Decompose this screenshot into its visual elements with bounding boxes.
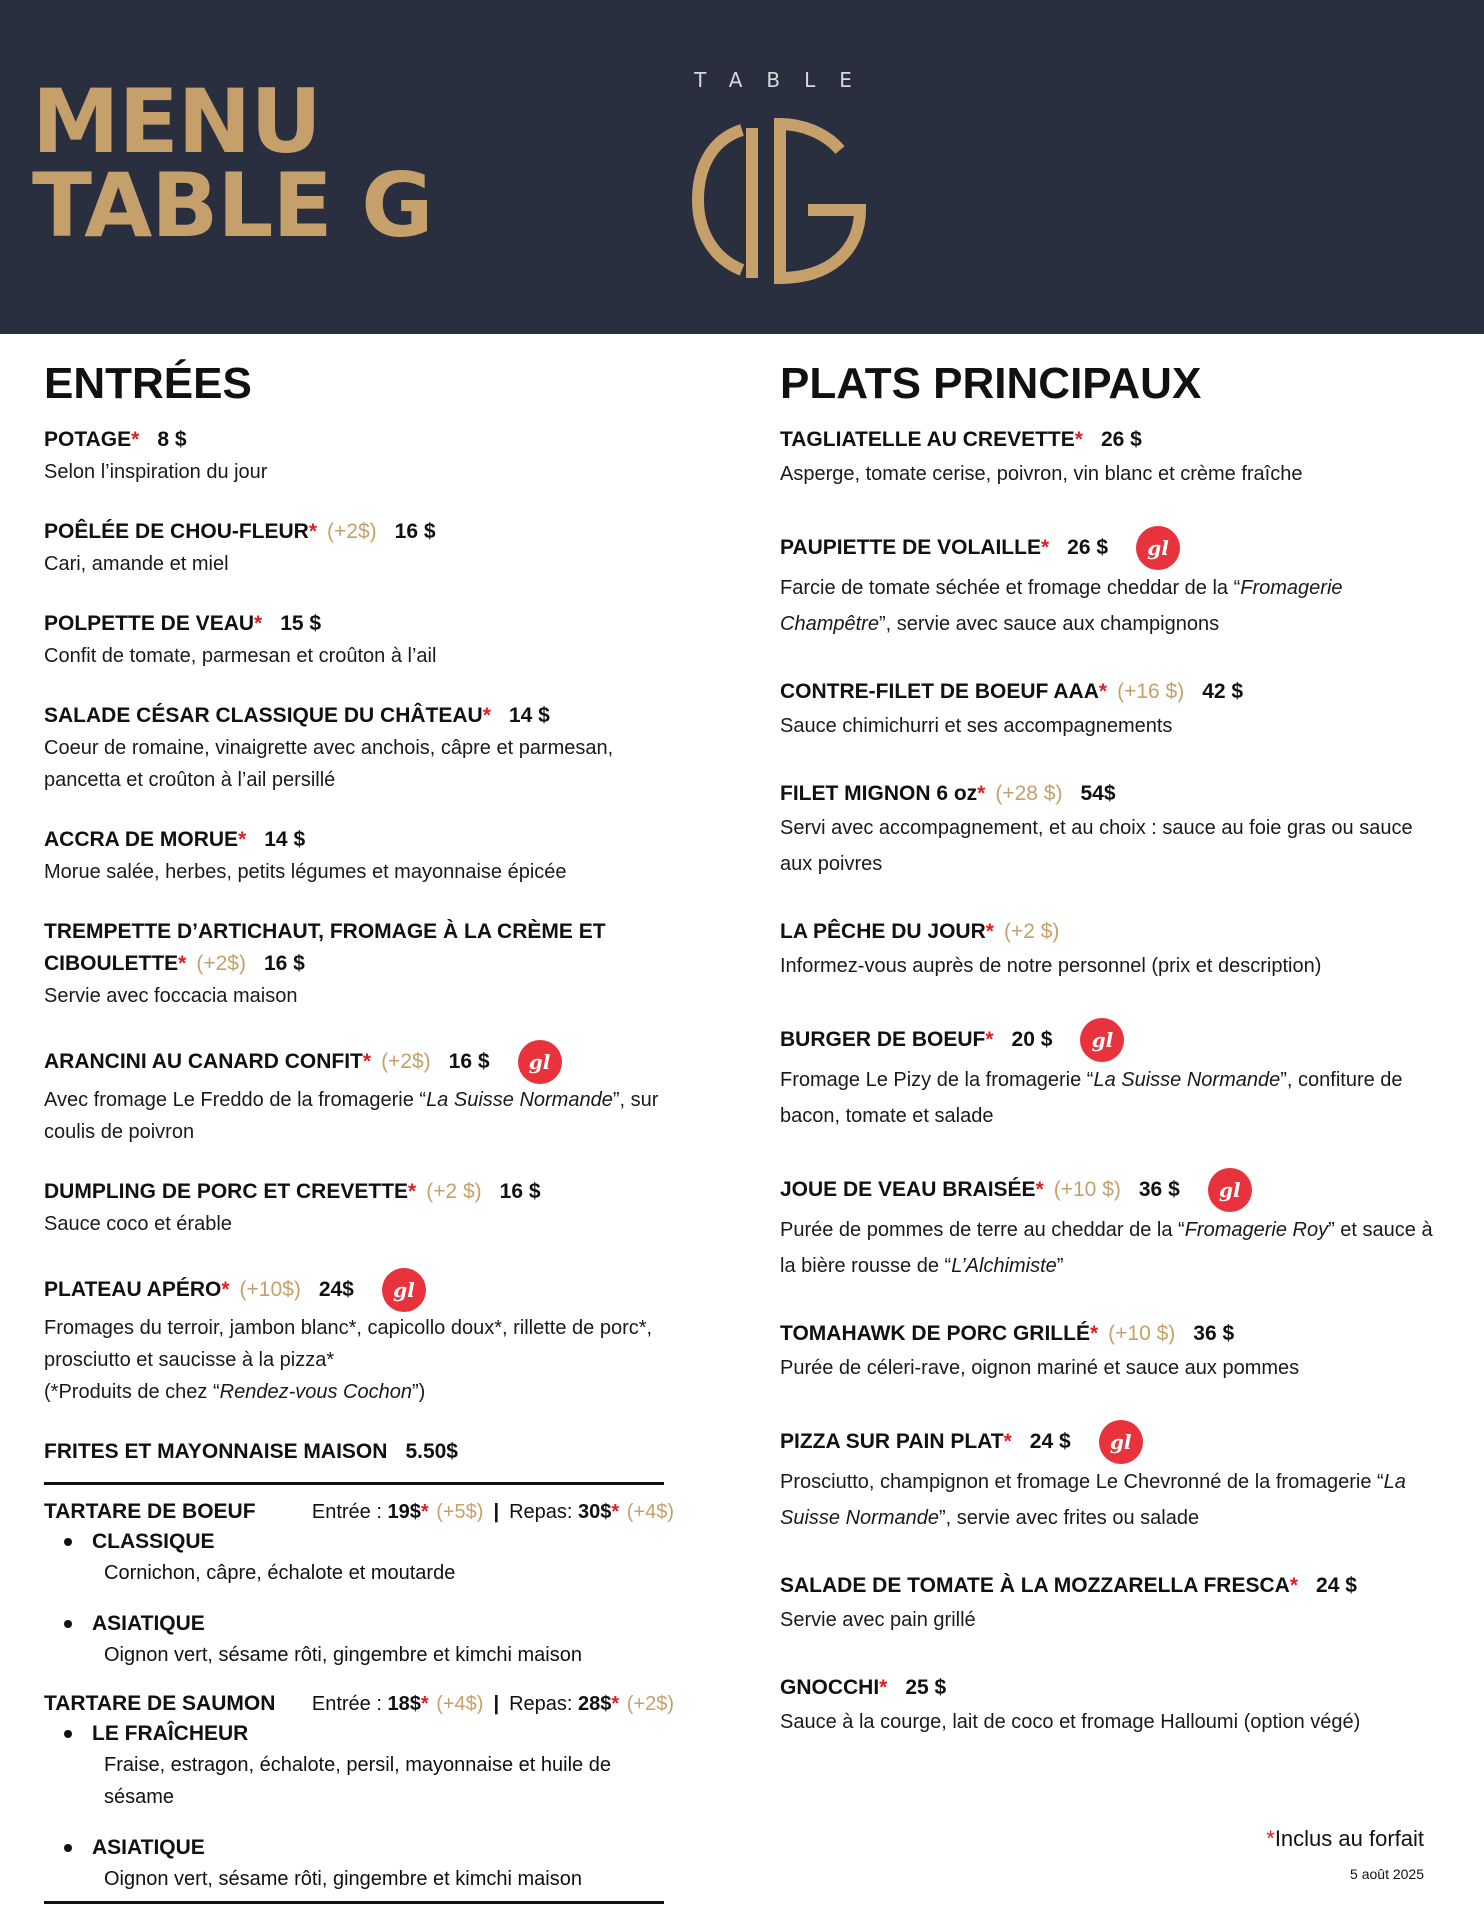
desc-part: ”, servie avec frites ou salade	[938, 1507, 1200, 1529]
menu-item	[780, 424, 1440, 492]
entree-label: Entrée :	[311, 1501, 382, 1523]
bullet-icon	[64, 1538, 72, 1546]
star-mark: *	[1040, 536, 1050, 559]
item-name: PLATEAU APÉRO	[44, 1278, 222, 1301]
supplement: (+2 $)	[1003, 920, 1060, 943]
menu-item	[780, 1420, 1440, 1536]
item-description	[780, 1212, 1440, 1284]
item-price: 16 $	[263, 952, 305, 975]
menu-item	[780, 1018, 1440, 1134]
item-price: 20 $	[1011, 1028, 1053, 1051]
supplement: (+28 $)	[995, 782, 1063, 805]
gluten-free-badge-icon: gl	[518, 1040, 562, 1084]
star-mark: *	[1289, 1574, 1299, 1597]
star-mark: *	[308, 520, 318, 543]
supplement: (+2$)	[626, 1693, 674, 1715]
star-mark: *	[611, 1501, 620, 1523]
item-description: Servie avec pain grillé	[780, 1609, 976, 1631]
star-mark: *	[1035, 1178, 1044, 1201]
repas-label: Repas:	[509, 1501, 573, 1523]
repas-label: Repas:	[509, 1693, 573, 1715]
menu-title-line1: MENU	[32, 70, 321, 173]
entrees-column	[44, 358, 684, 1916]
variant-description: Fraise, estragon, échalote, persil, mayonnaise et huile de sésame	[104, 1754, 611, 1808]
item-price: 14 $	[508, 704, 550, 727]
desc-part: Purée de pommes de terre au cheddar de la “	[780, 1219, 1185, 1241]
star-mark: *	[238, 828, 247, 851]
item-description: Fromages du terroir, jambon blanc*, capicollo doux*, rillette de porc*, prosciutto et saucisse à la pizza*	[44, 1317, 653, 1371]
item-description	[780, 1062, 1440, 1134]
menu-item	[44, 916, 684, 1012]
desc-italic: La Suisse Normande	[1093, 1069, 1281, 1091]
divider	[44, 1901, 664, 1904]
star-mark: *	[985, 1028, 994, 1051]
item-name: LA PÊCHE DU JOUR	[780, 920, 986, 943]
repas-price: 30$	[578, 1501, 612, 1523]
item-price: 26 $	[1100, 428, 1142, 451]
desc-part: Avec fromage Le Freddo de la fromagerie “	[44, 1089, 427, 1111]
item-description: Morue salée, herbes, petits légumes et mayonnaise épicée	[44, 861, 567, 883]
menu-item	[44, 424, 684, 488]
separator: |	[493, 1693, 500, 1715]
tartare-prices	[312, 1497, 674, 1527]
entree-label: Entrée :	[311, 1693, 382, 1715]
desc-part: ”	[1056, 1255, 1064, 1277]
menu-item	[780, 1168, 1440, 1284]
gluten-free-badge-icon: gl	[1136, 526, 1180, 570]
plats-column	[780, 358, 1440, 1774]
star-mark: *	[408, 1180, 417, 1203]
star-mark: *	[178, 952, 187, 975]
item-price: 16 $	[499, 1180, 541, 1203]
supplement: (+10$)	[239, 1278, 301, 1301]
menu-item	[44, 1176, 684, 1240]
menu-item	[780, 526, 1440, 642]
tartare-variant	[64, 1609, 684, 1671]
star-mark: *	[1089, 1322, 1099, 1345]
item-name: POLPETTE DE VEAU	[44, 612, 255, 635]
star-mark: *	[977, 782, 986, 805]
variant-name: ASIATIQUE	[92, 1836, 205, 1859]
tartare-variant	[64, 1833, 684, 1895]
item-price: 24 $	[1029, 1430, 1071, 1453]
item-price: 8 $	[157, 428, 187, 451]
item-price: 26 $	[1067, 536, 1109, 559]
item-name: TAGLIATELLE AU CREVETTE	[780, 428, 1075, 451]
item-description: Asperge, tomate cerise, poivron, vin blanc et crème fraîche	[780, 463, 1303, 485]
menu-title-line2: TABLE G	[32, 154, 433, 257]
menu-item	[780, 916, 1440, 984]
item-name: JOUE DE VEAU BRAISÉE	[780, 1178, 1036, 1201]
gluten-free-badge-icon: gl	[1099, 1420, 1143, 1464]
table-g-logo	[690, 60, 890, 300]
item-description: Sauce chimichurri et ses accompagnements	[780, 715, 1173, 737]
item-price: 25 $	[905, 1676, 947, 1699]
item-name-line1: TREMPETTE D’ARTICHAUT, FROMAGE À LA CRÈME ET	[44, 920, 606, 943]
tartare-prices	[312, 1689, 674, 1719]
item-description: Purée de céleri-rave, oignon mariné et sauce aux pommes	[780, 1357, 1300, 1379]
divider	[44, 1482, 664, 1485]
separator: |	[493, 1501, 500, 1523]
menu-item	[780, 1318, 1440, 1386]
item-description: Servi avec accompagnement, et au choix : sauce au foie gras ou sauce aux poivres	[780, 817, 1413, 875]
supplement: (+5$)	[436, 1501, 484, 1523]
desc-part: ” et sauce à la bière rousse de “	[780, 1219, 1433, 1277]
item-price: 36 $	[1193, 1322, 1235, 1345]
item-description: Sauce à la courge, lait de coco et fromage Halloumi (option végé)	[780, 1711, 1361, 1733]
item-name: CONTRE-FILET DE BOEUF AAA	[780, 680, 1099, 703]
menu-item	[44, 824, 684, 888]
menu-item	[44, 700, 684, 796]
menu-item	[44, 1040, 684, 1148]
desc-part: ”, sur coulis de poivron	[44, 1089, 659, 1143]
supplement: (+2$)	[381, 1050, 431, 1073]
tartare-section	[44, 1689, 684, 1895]
desc-italic: Fromagerie Champêtre	[780, 577, 1343, 635]
item-price: 36 $	[1138, 1178, 1180, 1201]
item-description-note	[44, 1376, 684, 1408]
item-description: Cari, amande et miel	[44, 553, 229, 575]
bullet-icon	[64, 1730, 72, 1738]
logo-word: TABLE	[694, 68, 876, 92]
item-name: GNOCCHI	[780, 1676, 880, 1699]
entree-price: 18$	[387, 1693, 421, 1715]
item-description	[780, 570, 1440, 642]
gluten-free-badge-icon: gl	[1080, 1018, 1124, 1062]
supplement: (+2$)	[327, 520, 377, 543]
variant-description: Cornichon, câpre, échalote et moutarde	[104, 1562, 456, 1584]
menu-item	[780, 1570, 1440, 1638]
header-banner	[0, 0, 1484, 334]
variant-name: CLASSIQUE	[92, 1530, 215, 1553]
menu-title	[32, 70, 433, 257]
entrees-heading: ENTRÉES	[44, 359, 252, 408]
menu-item	[44, 1268, 684, 1408]
item-description	[44, 1084, 684, 1148]
star-mark: *	[985, 920, 994, 943]
desc-part: Farcie de tomate séchée et fromage cheddar de la “	[780, 577, 1241, 599]
desc-italic: Rendez-vous Cochon	[219, 1381, 412, 1403]
menu-item	[780, 778, 1440, 882]
star-mark: *	[482, 704, 491, 727]
desc-part: Fromage Le Pizy de la fromagerie “	[780, 1069, 1094, 1091]
item-description: Coeur de romaine, vinaigrette avec anchois, câpre et parmesan, pancetta et croûton à l’ail persillé	[44, 737, 614, 791]
tartare-section	[44, 1497, 684, 1671]
star-mark: *	[1098, 680, 1108, 703]
footnote-text: Inclus au forfait	[1274, 1826, 1424, 1851]
menu-item	[44, 1436, 684, 1468]
bullet-icon	[64, 1844, 72, 1852]
star-mark: *	[611, 1693, 620, 1715]
item-name: FRITES ET MAYONNAISE MAISON	[44, 1440, 388, 1463]
item-description: Selon l’inspiration du jour	[44, 461, 268, 483]
variant-name: LE FRAÎCHEUR	[92, 1722, 249, 1745]
item-name: SALADE CÉSAR CLASSIQUE DU CHÂTEAU	[44, 704, 483, 727]
item-description: Informez-vous auprès de notre personnel (prix et description)	[780, 955, 1322, 977]
item-name: FILET MIGNON 6 oz	[780, 782, 978, 805]
menu-item	[44, 608, 684, 672]
variant-name: ASIATIQUE	[92, 1612, 205, 1635]
tartare-variant	[64, 1719, 684, 1813]
tartare-name: TARTARE DE SAUMON	[44, 1692, 276, 1715]
plats-heading: PLATS PRINCIPAUX	[780, 359, 1202, 408]
supplement: (+10 $)	[1053, 1178, 1121, 1201]
supplement: (+4$)	[436, 1693, 484, 1715]
item-price: 14 $	[264, 828, 306, 851]
menu-item	[780, 676, 1440, 744]
desc-part: ”)	[411, 1381, 426, 1403]
item-description: Servie avec foccacia maison	[44, 985, 298, 1007]
item-price: 24$	[318, 1278, 354, 1301]
item-name: SALADE DE TOMATE À LA MOZZARELLA FRESCA	[780, 1574, 1290, 1597]
supplement: (+4$)	[626, 1501, 674, 1523]
item-price: 42 $	[1202, 680, 1244, 703]
tartare-variant	[64, 1527, 684, 1589]
supplement: (+16 $)	[1117, 680, 1185, 703]
star-mark: *	[420, 1501, 429, 1523]
item-name: ARANCINI AU CANARD CONFIT	[44, 1050, 363, 1073]
item-description	[780, 1464, 1440, 1536]
menu-item	[780, 1672, 1440, 1740]
variant-description: Oignon vert, sésame rôti, gingembre et kimchi maison	[104, 1644, 582, 1666]
star-mark: *	[362, 1050, 372, 1073]
star-mark: *	[254, 612, 263, 635]
desc-part: ”, confiture de bacon, tomate et salade	[780, 1069, 1403, 1127]
menu-date: 5 août 2025	[1350, 1866, 1424, 1882]
item-name: PIZZA SUR PAIN PLAT	[780, 1430, 1004, 1453]
item-price: 16 $	[394, 520, 436, 543]
item-name: ACCRA DE MORUE	[44, 828, 239, 851]
desc-part: (*Produits de chez “	[44, 1381, 220, 1403]
variant-description: Oignon vert, sésame rôti, gingembre et kimchi maison	[104, 1868, 582, 1890]
item-price: 54$	[1080, 782, 1116, 805]
repas-price: 28$	[578, 1693, 612, 1715]
tartare-name: TARTARE DE BOEUF	[44, 1500, 256, 1523]
item-name: POÊLÉE DE CHOU-FLEUR	[44, 520, 309, 543]
menu-item	[44, 516, 684, 580]
supplement: (+2 $)	[426, 1180, 482, 1203]
star-mark: *	[221, 1278, 230, 1301]
star-mark: *	[1074, 428, 1083, 451]
entree-price: 19$	[387, 1501, 421, 1523]
item-price: 24 $	[1316, 1574, 1357, 1597]
item-description: Confit de tomate, parmesan et croûton à l’ail	[44, 645, 437, 667]
star-mark: *	[1003, 1430, 1012, 1453]
item-name: BURGER DE BOEUF	[780, 1028, 986, 1051]
desc-italic: La Suisse Normande	[780, 1471, 1406, 1529]
item-description: Sauce coco et érable	[44, 1213, 232, 1235]
star-mark: *	[1266, 1826, 1275, 1851]
desc-italic: La Suisse Normande	[426, 1089, 613, 1111]
item-name: DUMPLING DE PORC ET CREVETTE	[44, 1180, 409, 1203]
desc-part: ”, servie avec sauce aux champignons	[878, 613, 1220, 635]
item-name: PAUPIETTE DE VOLAILLE	[780, 536, 1041, 559]
desc-italic: L’Alchimiste	[951, 1255, 1057, 1277]
item-name: TOMAHAWK DE PORC GRILLÉ	[780, 1322, 1090, 1345]
item-price: 5.50$	[405, 1440, 458, 1463]
item-name: POTAGE	[44, 428, 132, 451]
star-mark: *	[420, 1693, 429, 1715]
bullet-icon	[64, 1620, 72, 1628]
logo-g-mark-icon	[690, 110, 880, 290]
item-price: 15 $	[280, 612, 322, 635]
forfait-footnote	[1266, 1826, 1424, 1852]
gluten-free-badge-icon: gl	[1208, 1168, 1252, 1212]
item-name: CIBOULETTE	[44, 952, 179, 975]
desc-part: Prosciutto, champignon et fromage Le Chevronné de la fromagerie “	[780, 1471, 1384, 1493]
desc-italic: Fromagerie Roy	[1184, 1219, 1329, 1241]
gluten-free-badge-icon: gl	[382, 1268, 426, 1312]
supplement: (+10 $)	[1108, 1322, 1176, 1345]
supplement: (+2$)	[196, 952, 246, 975]
star-mark: *	[131, 428, 140, 451]
star-mark: *	[879, 1676, 888, 1699]
item-price: 16 $	[448, 1050, 490, 1073]
